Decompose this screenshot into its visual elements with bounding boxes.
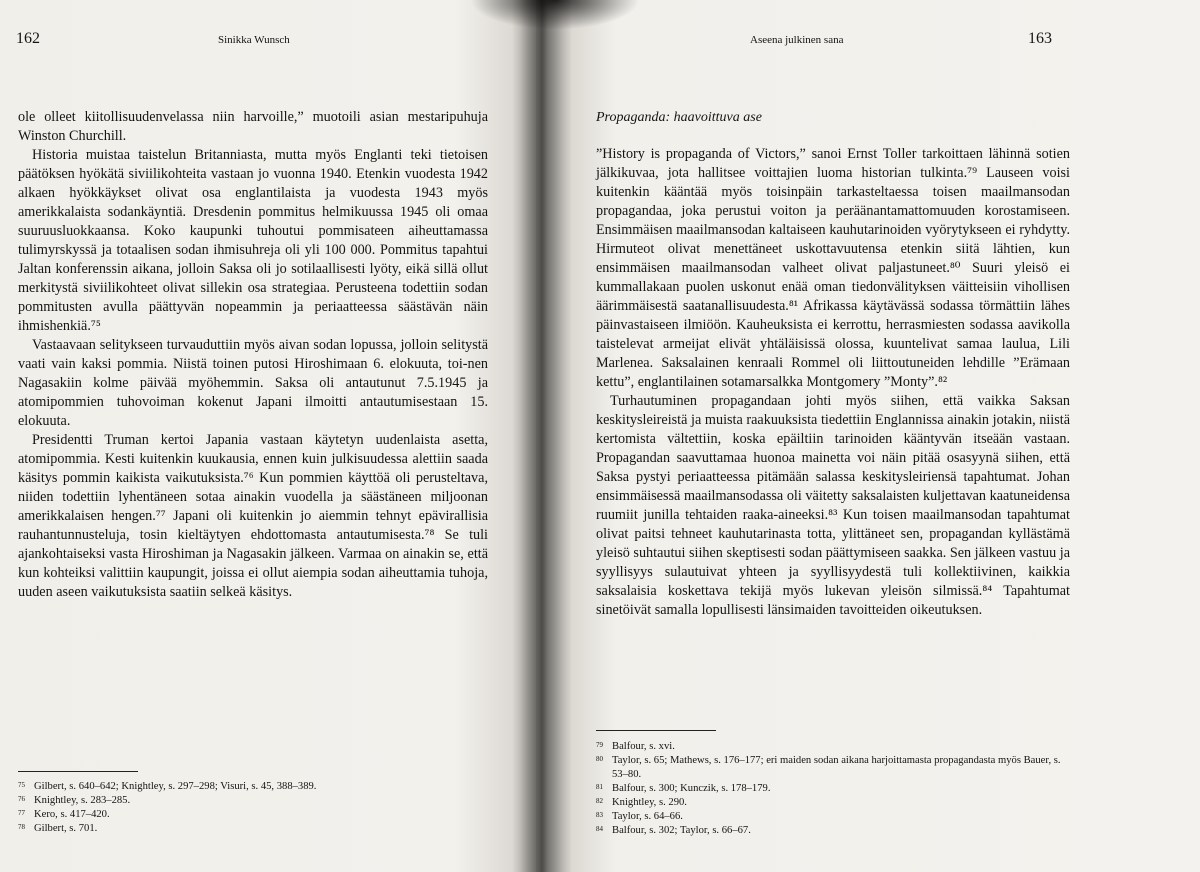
body-text <box>18 108 488 602</box>
footnote: 81 Balfour, s. 300; Kunczik, s. 178–179. <box>596 783 771 794</box>
footnote: 75 Gilbert, s. 640–642; Knightley, s. 297–298; Visuri, s. 45, 388–389. <box>18 781 317 792</box>
paragraph: Vastaavaan selitykseen turvauduttiin myös aivan sodan lopussa, jolloin selitystä vaati vain kaksi pommia. Niistä toinen putosi Hiroshimaan 6. elokuuta, toi-nen Nagasakiin kolme päivää myöhemmin. Saksa oli antautunut 7.5.1945 ja atomipommien tuhovoiman kokenut Japani ilmoitti antautumisestaan 15. elokuuta. <box>18 337 488 429</box>
footnote: 82 Knightley, s. 290. <box>596 797 687 808</box>
paragraph: Turhautuminen propagandaan johti myös siihen, että vaikka Saksan keskitysleireistä ja muista raakuuksista tiedettiin Englannissa ainakin jotakin, niistä kertomista vältettiin, koska epäiltiin tarinoiden kääntyvän itseään vastaan. Propagandan saavuttamaa huonoa mainetta voi näin pitää osasyynä siihen, että Saksa pystyi periaatteessa pitämään salassa keskitysleiriensä tapahtumat. Johan ensimmäisessä maailmansodassa oli väitetty saksalaisten kuljettavan kaatuneidensa ruumiit junilla tehtaiden raaka-aineeksi.⁸³ Kun toisen maailmansodan tapahtumat olivat paitsi tehneet kauhutarinasta totta, ylittäneet sen, propagandan kyllästämä yleisö suhtautui siihen skeptisesti sodan päättymiseen saakka. Sen jälkeen vastuu ja syyllisyys sulautuivat yhteen ja syyllisyydestä tuli kollektiivinen, kaikkia saksalaisia koskettava tekijä myös lukevan yleisön silmissä.⁸⁴ Tapahtumat sinetöivät samalla lopullisesti länsimaiden tavoitteiden oikeutuksen. <box>596 393 1070 618</box>
footnote: 79 Balfour, s. xvi. <box>596 741 675 752</box>
paragraph: ole olleet kiitollisuudenvelassa niin harvoille,” muotoili asian mestaripuhuja Winston Churchill. <box>18 109 488 144</box>
footnote-rule <box>18 771 138 772</box>
running-head: Aseena julkinen sana <box>750 34 844 46</box>
footnotes <box>18 780 478 836</box>
footnotes <box>596 740 1072 838</box>
section-title: Propaganda: haavoittuva ase <box>596 110 762 125</box>
footnote-rule <box>596 730 716 731</box>
footnote: 80 Taylor, s. 65; Mathews, s. 176–177; eri maiden sodan aikana harjoittamasta propagandasta myös Bauer, s. 53–80. <box>596 755 1061 780</box>
footnote: 83 Taylor, s. 64–66. <box>596 811 683 822</box>
footnote: 76 Knightley, s. 283–285. <box>18 795 131 806</box>
left-page <box>0 0 536 872</box>
footnote: 84 Balfour, s. 302; Taylor, s. 66–67. <box>596 825 751 836</box>
footnote: 77 Kero, s. 417–420. <box>18 809 110 820</box>
body-text <box>596 145 1070 620</box>
page-number: 163 <box>1028 30 1052 47</box>
running-head: Sinikka Wunsch <box>218 34 290 46</box>
paragraph: Presidentti Truman kertoi Japania vastaan käytetyn uudenlaista asetta, atomipommia. Kesti kuitenkin kuukausia, ennen kuin julkisuudessa alettiin saada käsitys pommin kaikista vaikutuksista.⁷⁶ Kun pommien käyttöä oli perusteltava, niiden todettiin lyhentäneen sotaa ainakin vuodella ja säästäneen miljoonan amerikkalaisen hengen.⁷⁷ Japani oli kuitenkin jo aiemmin tehnyt epävirallisia rauhantunnusteluja, tosin kieltäytyen ehdottomasta antautumisesta.⁷⁸ Se tuli ajankohtaiseksi vasta Hiroshiman ja Nagasakin jälkeen. Varmaa on ainakin se, että kun kohteiksi valittiin kaupungit, joissa ei ollut aiempia sodan aiheuttamia tuhoja, uuden aseen vaikutuksista saatiin selkeä käsitys. <box>18 432 488 600</box>
gutter-top-shadow <box>470 0 640 30</box>
paragraph: Historia muistaa taistelun Britanniasta, mutta myös Englanti teki tietoisen päätöksen hyökätä siviilikohteita vastaan jo vuonna 1940. Etenkin vuodesta 1942 alkaen hyökkäykset olivat osa englantilaista ja vuodesta 1943 myös amerikkalaista sodankäyntiä. Dresdenin pommitus helmikuussa 1945 oli omaa suuruusluokkaansa. Koko kaupunki tuhoutui pommisateen aiheuttamassa tulimyrskyssä ja totaalisen sodan ihmisuhreja oli yli 100 000. Pommitus tapahtui Jaltan konferenssin aikana, jolloin Saksa oli jo sotilaallisesti lyöty, eikä sillä ollut merkitystä siviilikohteet olivat sillekin osa strategiaa. Perusteena todettiin sodan pommitusten avulla päättyvän nopeammin ja periaatteessa säästävän näin ihmishenkiä.⁷⁵ <box>18 147 488 334</box>
right-page <box>536 0 1200 872</box>
footnote: 78 Gilbert, s. 701. <box>18 823 98 834</box>
paragraph: ”History is propaganda of Victors,” sanoi Ernst Toller tarkoittaen lähinnä sotien jälkikuvaa, jota hallitsee voittajien luoma historian tulkinta.⁷⁹ Lauseen voisi kuitenkin kääntää myös toisinpäin tarkasteltaessa toisen maailmansodan propagandaa, joka perustui voiton ja peräänantamattomuuden korostamiseen. Ensimmäisen maailmansodan kaltaiseen kauhutarinoiden vyörytykseen ei ryhdytty. Hirmuteot olivat menettäneet uskottavuutensa etenkin siitä lähtien, kun ensimmäisen maailmansodan valheet olivat paljastuneet.⁸⁰ Suuri yleisö ei kummallakaan puolen uskonut enää oman tiedonvälityksen väitteisiin vihollisen äärimmäisestä saatanallisuudesta.⁸¹ Afrikassa käytävässä sodassa törmättiin lähes päinvastaiseen ilmiöön. Kauheuksista ei kerrottu, herrasmiesten sodassa aavikolla taistelevat armeijat elivät yhtäläisissä olossa, kuuntelivat samaa laulua, Lili Marlenea. Saksalainen kenraali Rommel oli liittoutuneiden lehdille ”Erämaan kettu”, englantilainen sotamarsalkka Montgomery ”Monty”.⁸² <box>596 146 1070 390</box>
page-number: 162 <box>16 30 40 47</box>
